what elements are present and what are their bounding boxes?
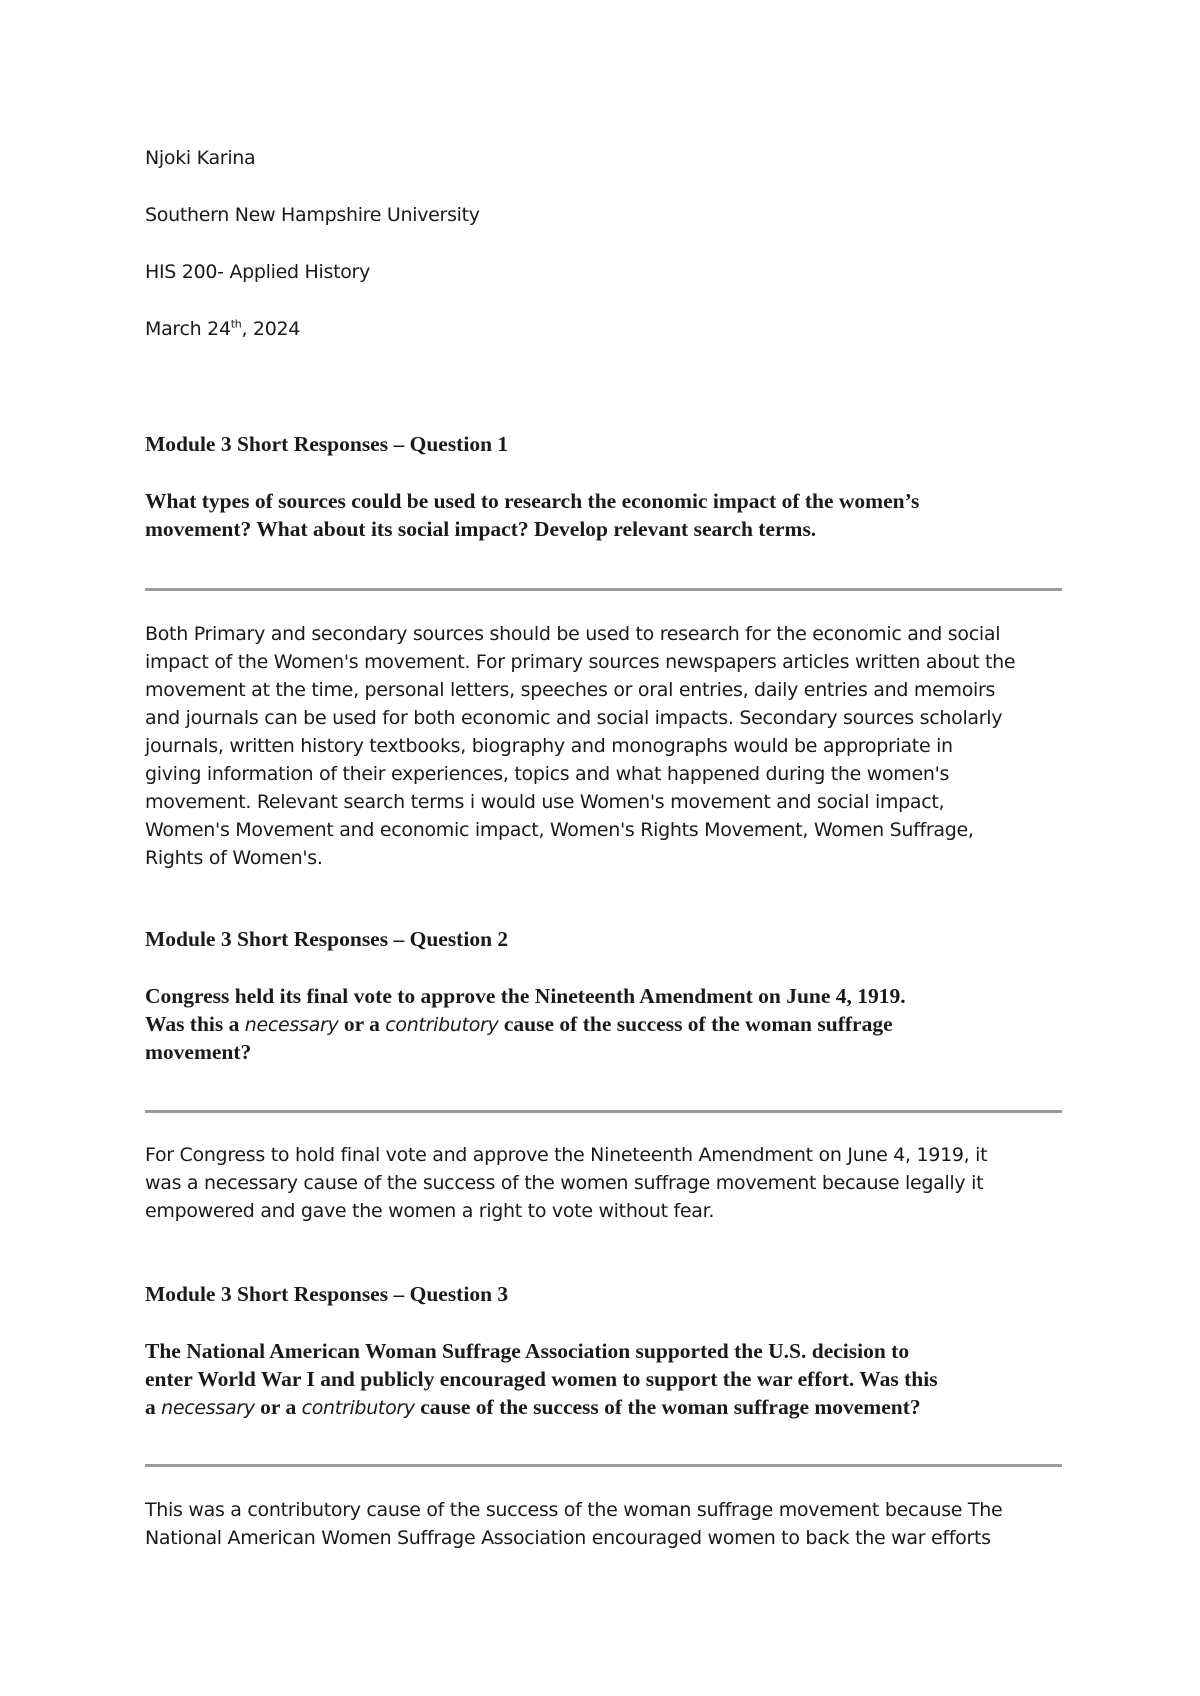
section-1-answer [145, 620, 1065, 872]
section-1-heading: Module 3 Short Responses – Question 1 [145, 432, 509, 456]
section-3-answer-line: National American Women Suffrage Association encouraged women to back the war efforts [145, 1527, 991, 1549]
section-3-question-line: The National American Woman Suffrage Association supported the U.S. decision to [145, 1339, 910, 1363]
institution-name: Southern New Hampshire University [145, 204, 480, 226]
section-1-answer-line: and journals can be used for both economic and social impacts. Secondary sources scholarly [145, 707, 1003, 729]
section-3-question-line: a necessary or a contributory cause of the success of the woman suffrage movement? [145, 1395, 921, 1419]
section-1-answer-line: Both Primary and secondary sources should be used to research for the economic and social [145, 623, 1001, 645]
section-2-divider [145, 1110, 1062, 1113]
section-3-divider [145, 1464, 1062, 1467]
date-month-day: March 24 [145, 318, 231, 340]
section-2-answer-line: empowered and gave the women a right to vote without fear. [145, 1200, 715, 1222]
date-ordinal: th [230, 317, 242, 331]
section-2-answer-line: For Congress to hold final vote and approve the Nineteenth Amendment on June 4, 1919, it [145, 1144, 988, 1166]
section-1-answer-line: giving information of their experiences, topics and what happened during the women's [145, 763, 950, 785]
section-1-question-line: movement? What about its social impact? Develop relevant search terms. [145, 517, 817, 541]
section-1-answer-line: Women's Movement and economic impact, Women's Rights Movement, Women Suffrage, [145, 819, 974, 841]
section-3-answer-line: This was a contributory cause of the success of the woman suffrage movement because The [145, 1499, 1003, 1521]
section-3-question-line: enter World War I and publicly encouraged women to support the war effort. Was this [145, 1367, 938, 1391]
author-name: Njoki Karina [145, 147, 256, 169]
section-1-question [145, 487, 1065, 543]
document-date [145, 318, 300, 340]
section-2-question-line: Congress held its final vote to approve the Nineteenth Amendment on June 4, 1919. [145, 984, 906, 1008]
section-2-answer-line: was a necessary cause of the success of the women suffrage movement because legally it [145, 1172, 984, 1194]
section-1-answer-line: movement at the time, personal letters, speeches or oral entries, daily entries and memoirs [145, 679, 996, 701]
section-3-answer [145, 1496, 1065, 1552]
section-1-answer-line: Rights of Women's. [145, 847, 323, 869]
section-1-answer-line: movement. Relevant search terms i would use Women's movement and social impact, [145, 791, 945, 813]
section-3-heading: Module 3 Short Responses – Question 3 [145, 1282, 509, 1306]
section-2-question-line: Was this a necessary or a contributory cause of the success of the woman suffrage [145, 1012, 893, 1036]
section-2-question-line: movement? [145, 1040, 252, 1064]
course-name: HIS 200- Applied History [145, 261, 371, 283]
section-2-heading: Module 3 Short Responses – Question 2 [145, 927, 509, 951]
date-year: , 2024 [241, 318, 301, 340]
section-1-question-line: What types of sources could be used to research the economic impact of the women’s [145, 489, 920, 513]
section-2-question [145, 982, 1065, 1066]
section-1-answer-line: journals, written history textbooks, biography and monographs would be appropriate in [145, 735, 953, 757]
section-1-answer-line: impact of the Women's movement. For primary sources newspapers articles written about the [145, 651, 1016, 673]
section-1-divider [145, 588, 1062, 591]
section-2-answer [145, 1141, 1065, 1225]
section-3-question [145, 1337, 1065, 1421]
